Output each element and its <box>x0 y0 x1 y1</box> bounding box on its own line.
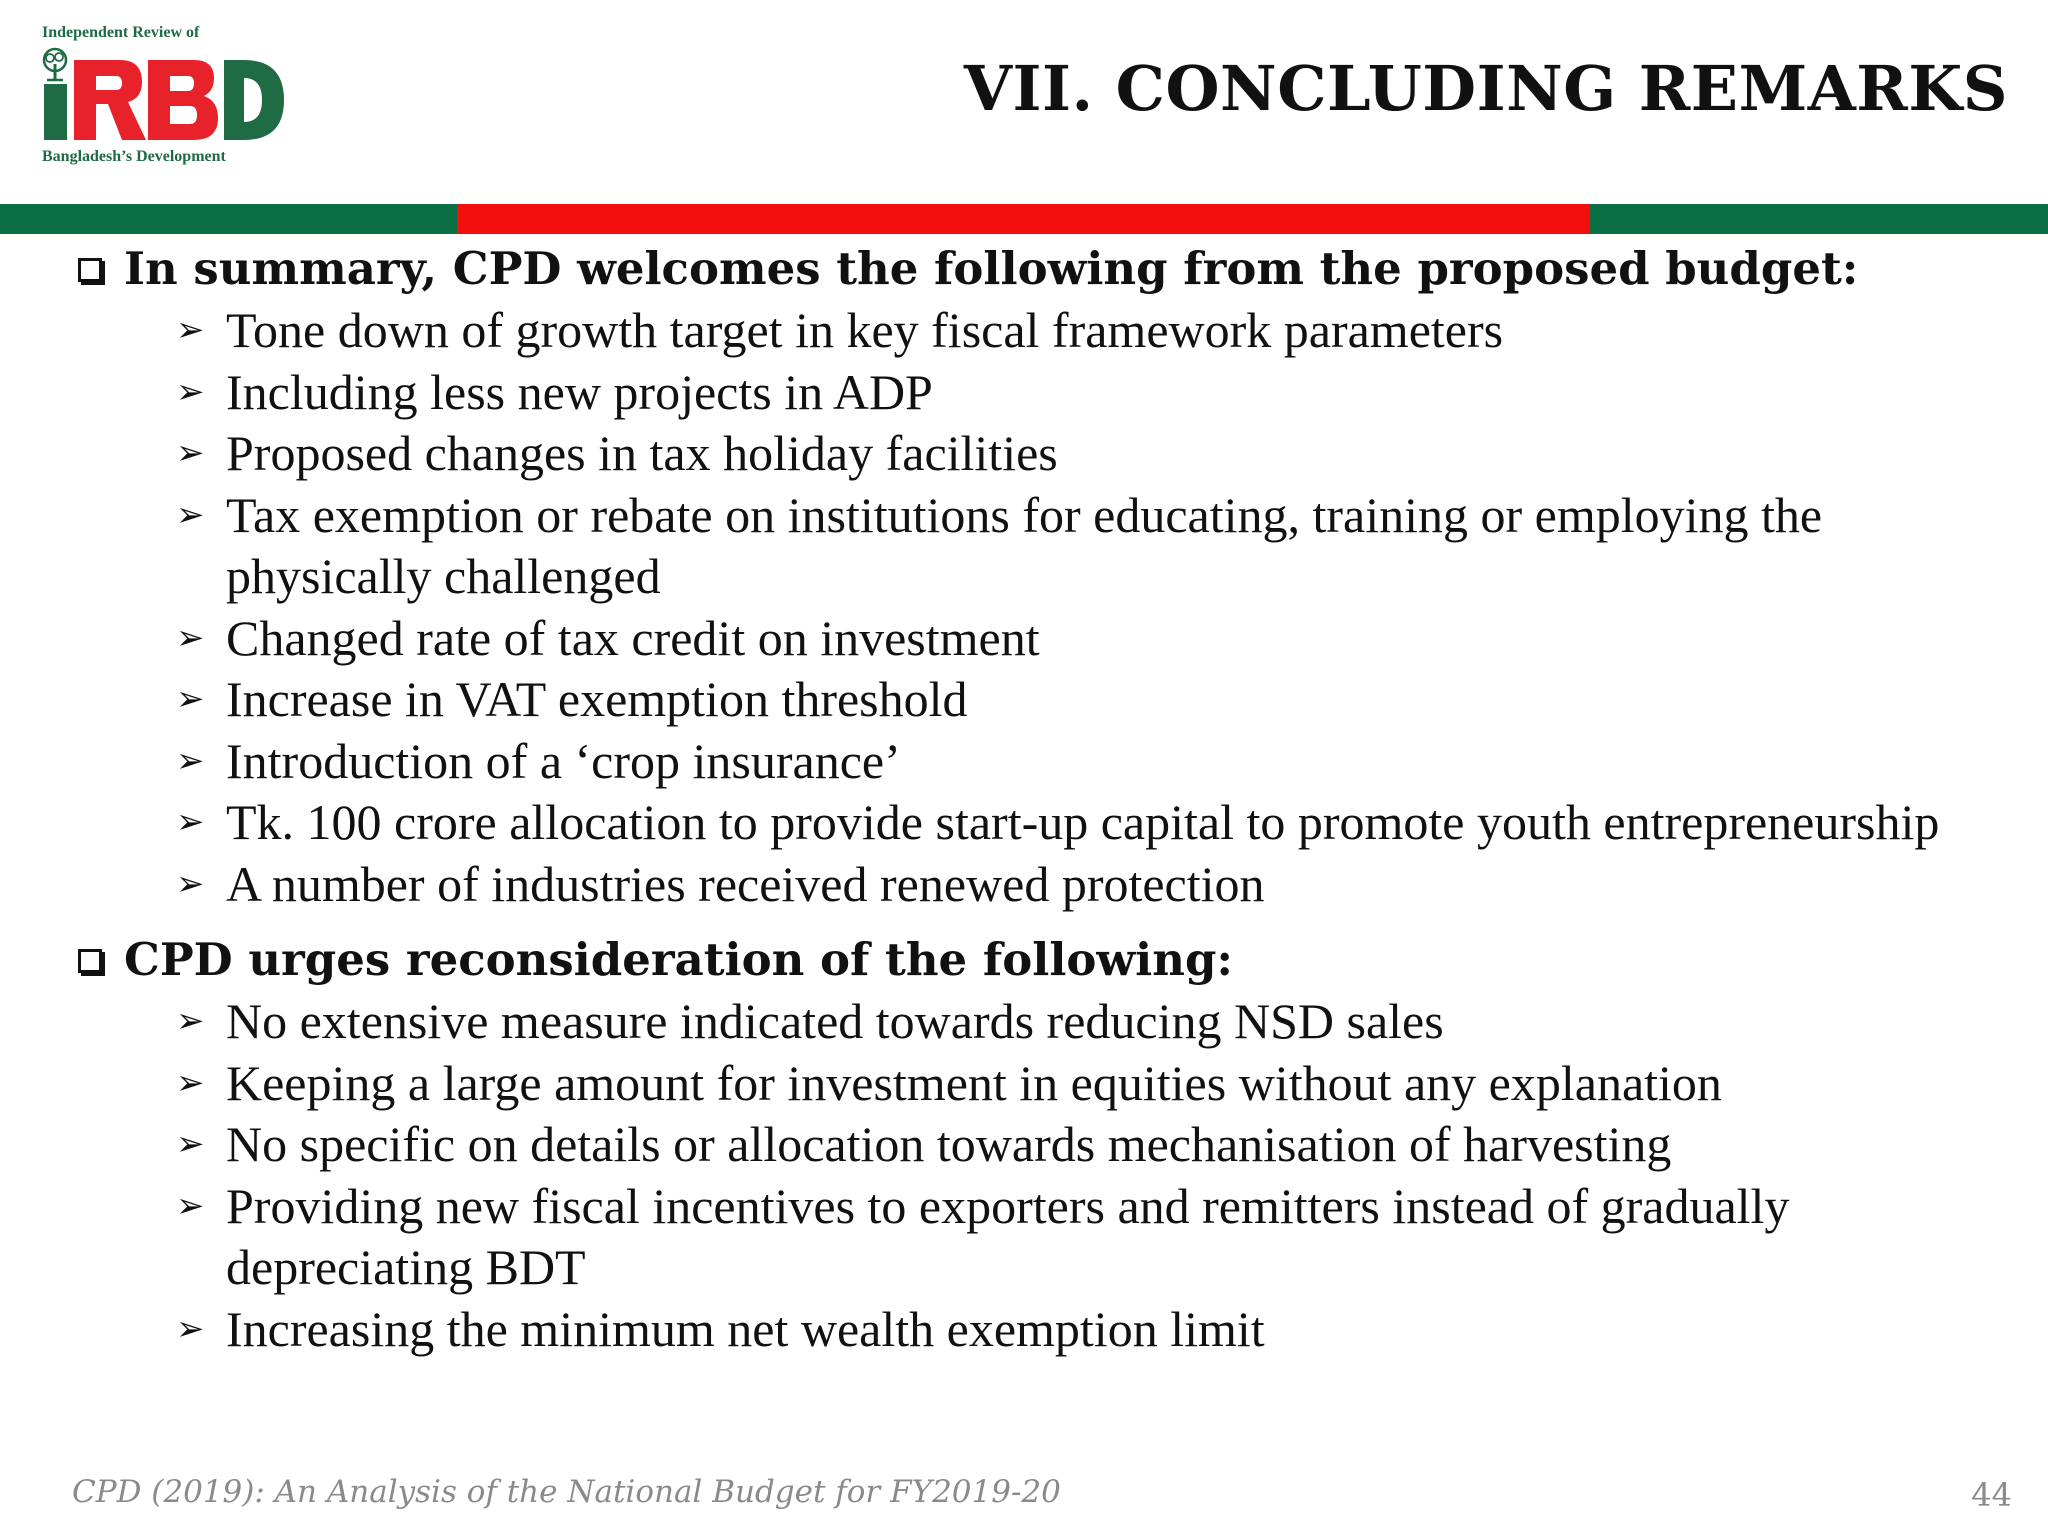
bullet-list <box>72 300 2032 915</box>
list-item-text: Proposed changes in tax holiday facilities <box>226 425 1058 481</box>
arrow-bullet-icon: ➢ <box>176 310 205 350</box>
arrow-bullet-icon: ➢ <box>176 863 205 904</box>
list-item-text: No specific on details or allocation towards mechanisation of harvesting <box>226 1116 1672 1172</box>
checkbox-bullet-icon <box>78 949 102 973</box>
list-item <box>72 362 2032 424</box>
list-item-text: Providing new fiscal incentives to exporters and remitters instead of gradually depreciating BDT <box>226 1177 1790 1295</box>
slide-content <box>72 238 2032 1360</box>
logo-mark <box>38 46 288 146</box>
section-heading-text: In summary, CPD welcomes the following from the proposed budget: <box>124 242 1859 295</box>
list-item-text: Tone down of growth target in key fiscal framework parameters <box>226 302 1504 358</box>
section-heading <box>72 238 2032 300</box>
arrow-bullet-icon: ➢ <box>176 1062 205 1103</box>
band-green-right <box>1590 204 2048 234</box>
bullet-list <box>72 991 2032 1360</box>
color-band <box>0 204 2048 234</box>
list-item-text: Changed rate of tax credit on investment <box>226 609 1040 666</box>
list-item <box>72 731 2032 793</box>
arrow-bullet-icon: ➢ <box>176 1185 205 1226</box>
list-item-text: No extensive measure indicated towards reducing NSD sales <box>226 993 1444 1049</box>
list-item-text: Tax exemption or rebate on institutions for educating, training or employing the physically challenged <box>226 486 1823 604</box>
arrow-bullet-icon: ➢ <box>176 494 205 535</box>
arrow-bullet-icon: ➢ <box>176 371 205 412</box>
page-number: 44 <box>1971 1476 2012 1514</box>
checkbox-bullet-icon <box>78 258 102 282</box>
list-item-text: Tk. 100 crore allocation to provide start-up capital to promote youth entrepreneurship <box>226 794 1940 850</box>
arrow-bullet-icon: ➢ <box>176 433 205 473</box>
logo-bottom-text: Bangladesh’s Development <box>42 148 226 165</box>
arrow-bullet-icon: ➢ <box>176 617 205 658</box>
list-item-text: Including less new projects in ADP <box>226 363 933 420</box>
list-item-text: Increase in VAT exemption threshold <box>226 671 968 727</box>
list-item <box>72 1114 2032 1176</box>
list-item <box>72 669 2032 731</box>
footer-citation: CPD (2019): An Analysis of the National Budget for FY2019-20 <box>72 1474 1061 1510</box>
list-item <box>72 1053 2032 1115</box>
band-red-center <box>457 204 1590 234</box>
band-green-left <box>0 204 457 234</box>
list-item-text: A number of industries received renewed protection <box>226 855 1265 912</box>
list-item <box>72 608 2032 670</box>
arrow-bullet-icon: ➢ <box>176 740 205 781</box>
list-item <box>72 792 2032 854</box>
list-item <box>72 854 2032 916</box>
list-item <box>72 1176 2032 1299</box>
irbd-logo <box>38 24 288 184</box>
arrow-bullet-icon: ➢ <box>176 1001 205 1041</box>
list-item-text: Keeping a large amount for investment in equities without any explanation <box>226 1054 1722 1111</box>
list-item <box>72 423 2032 485</box>
list-item-text: Increasing the minimum net wealth exemption limit <box>226 1300 1265 1357</box>
arrow-bullet-icon: ➢ <box>176 802 205 842</box>
list-item <box>72 485 2032 608</box>
logo-top-text: Independent Review of <box>42 24 200 41</box>
list-item <box>72 300 2032 362</box>
section-heading-text: CPD urges reconsideration of the following: <box>124 933 1234 986</box>
arrow-bullet-icon: ➢ <box>176 1124 205 1164</box>
slide-title: VII. CONCLUDING REMARKS <box>963 52 2008 125</box>
list-item <box>72 1299 2032 1361</box>
section-reconsideration <box>72 929 2032 1360</box>
arrow-bullet-icon: ➢ <box>176 679 205 719</box>
list-item <box>72 991 2032 1053</box>
list-item-text: Introduction of a ‘crop insurance’ <box>226 732 901 789</box>
arrow-bullet-icon: ➢ <box>176 1308 205 1349</box>
section-welcomes <box>72 238 2032 915</box>
section-heading <box>72 929 2032 991</box>
tree-icon <box>44 49 66 80</box>
